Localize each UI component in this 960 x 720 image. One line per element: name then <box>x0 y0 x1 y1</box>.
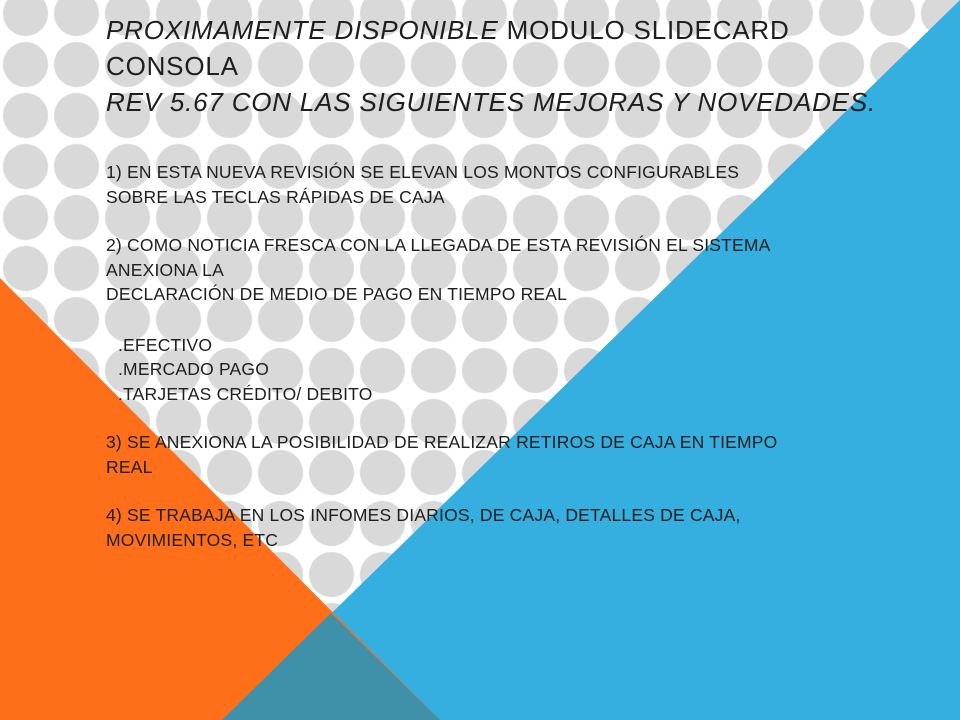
payment-method-item: .TARJETAS CRÉDITO/ DEBITO <box>118 383 373 404</box>
title-line1 <box>106 15 790 45</box>
item-3 <box>106 430 926 479</box>
item-2 <box>106 233 926 307</box>
item-2-line: ANEXIONA LA <box>106 259 224 280</box>
slide-title <box>106 12 926 120</box>
item-4-line: MOVIMIENTOS, ETC <box>106 529 279 550</box>
item-3-line: 3) SE ANEXIONA LA POSIBILIDAD DE REALIZAR RETIROS DE CAJA EN TIEMPO <box>106 432 778 452</box>
item-1-line: 1) EN ESTA NUEVA REVISIÓN SE ELEVAN LOS MONTOS CONFIGURABLES <box>106 162 740 182</box>
title-line2: CONSOLA <box>106 51 239 81</box>
title-line3: REV 5.67 CON LAS SIGUIENTES MEJORAS Y NOVEDADES. <box>106 87 876 117</box>
item-1 <box>106 160 926 209</box>
item-2-line: 2) COMO NOTICIA FRESCA CON LA LLEGADA DE ESTA REVISIÓN EL SISTEMA <box>106 235 771 255</box>
slide-content <box>106 12 926 576</box>
slide-body <box>106 160 926 552</box>
title-line1-rest: MODULO SLIDECARD <box>498 15 790 45</box>
item-4 <box>106 503 926 552</box>
payment-methods-list <box>118 333 926 407</box>
payment-method-item: .MERCADO PAGO <box>118 359 270 379</box>
item-1-line: SOBRE LAS TECLAS RÁPIDAS DE CAJA <box>106 186 445 207</box>
item-4-line: 4) SE TRABAJA EN LOS INFOMES DIARIOS, DE CAJA, DETALLES DE CAJA, <box>106 505 741 525</box>
item-2-line: DECLARACIÓN DE MEDIO DE PAGO EN TIEMPO REAL <box>106 284 568 304</box>
payment-method-item: .EFECTIVO <box>118 334 213 355</box>
item-3-line: REAL <box>106 456 153 477</box>
title-line1-italic: PROXIMAMENTE DISPONIBLE <box>106 15 499 45</box>
